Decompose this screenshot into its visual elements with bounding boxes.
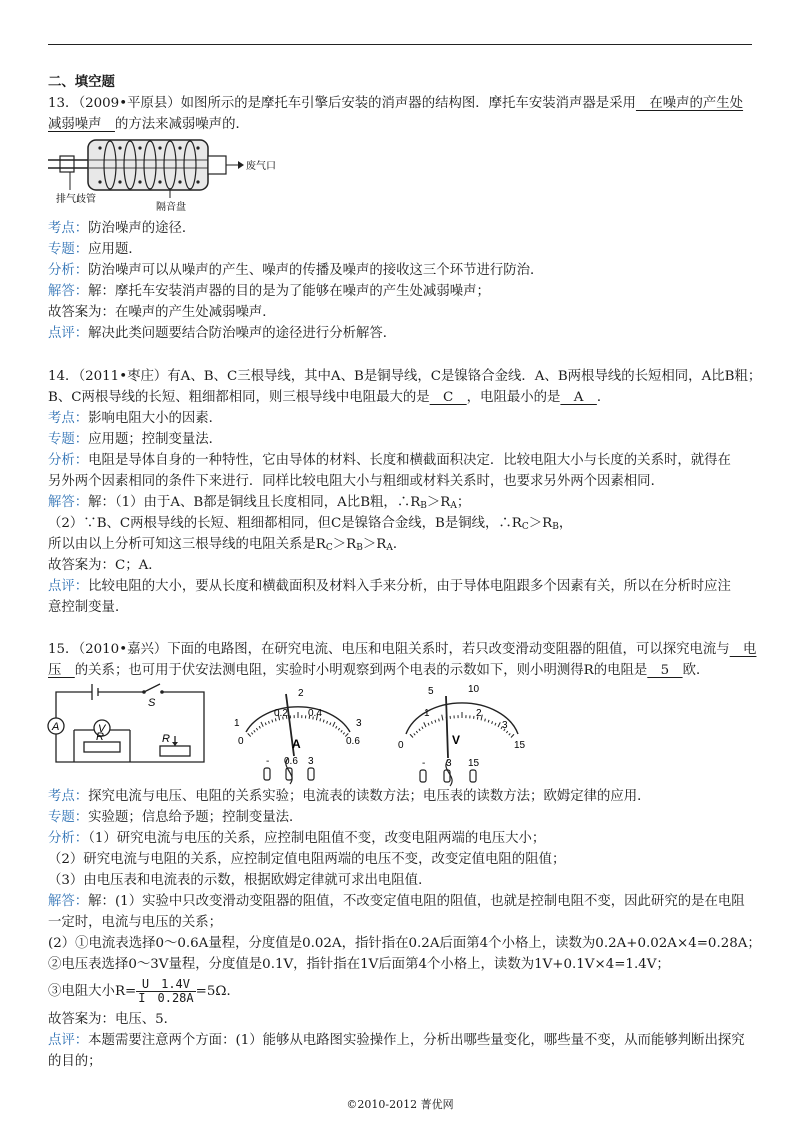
meter-tick (485, 719, 486, 722)
meter-tick (261, 722, 263, 727)
meter-tick (327, 721, 328, 724)
q15-blank-2: 5 (647, 663, 683, 678)
ammeter-tick-label: 0.6 (346, 736, 360, 747)
meter-tick (488, 720, 489, 723)
voltmeter-tick-inner: 2 (476, 708, 482, 719)
ammeter-tick-label: 0.4 (308, 708, 322, 719)
voltmeter-letter: V (452, 733, 461, 747)
outlet-label: 废气口 (246, 161, 276, 172)
q15-analysis: 考点：探究电流与电压、电阻的关系实验；电流表的读数方法；电压表的读数方法；欧姆定律的应用． 专题：实验题；信息给予题；控制变量法． 分析：（1）研究电流与电压的关系，应控制电阻值不变，改变电阻两端的电压大小； （2）研究电流与电阻的关系，应控制定值电阻两端的电压不变，改变定值电阻的阻值； （3）由电压表和电流表的示数，根据欧姆定律就可求出电阻值． 解答：解：(1）实验中只改变滑动变阻器的阻值，不改变定值电阻的阻值，也就是控制电阻不变，因此研究的是在电阻 一定时，电流与电压的关系； (2）①电流表选择0～0.6A量程，分度值是0.02A，指针指在0.2A后面第4个小格上，读数为0.2A+0.02A×4=0.28A； ②电压表选择0～3V量程，分度值是0.1V，指针指在1V后面第4个小格上，读数为1V+0.1V×4=1.4V； ③电阻大小R= $\frac{U 1.4V}{I 0.28A}$ =5Ω． 故答案为：电压、5． 点评：本题需要注意两个方面：(1）能够从电路图实验操作上，分析出哪些量变化，哪些量不变，从而能够判断出探究 的目的； (48, 789, 761, 1069)
voltmeter-tick-inner: 1 (424, 708, 430, 719)
meter-tick (431, 721, 432, 724)
meter-tick (259, 726, 260, 728)
meter-tick (333, 722, 335, 727)
ammeter-tick-label: 0.2 (274, 708, 288, 719)
q14-blank-2: A (560, 390, 597, 405)
meter-tick (419, 729, 420, 731)
meter-tick (498, 722, 500, 727)
ammeter-dial (228, 678, 368, 786)
meter-tick (410, 734, 413, 737)
meter-tick (435, 720, 436, 723)
header-rule (48, 44, 752, 45)
voltmeter-terminal: 3 (446, 758, 452, 769)
voltmeter-tick-inner: 3 (502, 720, 508, 731)
ammeter-letter: A (292, 737, 301, 751)
circuit-diagram (48, 684, 218, 770)
meter-tick (414, 733, 415, 735)
q13-answer-blank: 在噪声的产生处 (635, 96, 744, 111)
meter-tick (511, 734, 514, 737)
ammeter-tick-label: 0 (238, 736, 244, 747)
meter-tick (268, 721, 269, 724)
ammeter-tick-top-mid: 2 (298, 688, 304, 699)
meter-tick (506, 731, 507, 733)
meter-tick (343, 733, 344, 735)
ammeter-tick-top-end: 3 (356, 718, 362, 729)
q15-blank-1: 电 (729, 642, 757, 657)
meter-tick (442, 715, 443, 721)
meter-tick (336, 726, 337, 728)
meter-tick (254, 730, 255, 732)
q14-block: 14．（2011•枣庄）有A、B、C三根导线，其中A、B是铜导线，C是镍铬合金线．A、B两根导线的长短相同，A比B粗； B、C两根导线的长短、粗细都相同，则三根导线中电阻最大的是 C ，电阻最小的是 A ． 考点：影响电阻大小的因素． 专题：应用题；控制变量法． 分析：电阻是导体自身的一种特性，它由导体的材料、长度和横截面积决定．比较电阻大小与长度的关系时，就得在 另外两个因素相同的条件下来进行．同样比较电阻大小与粗细或材料关系时，也要求另外两个因素相同． 解答：解：（1）由于A、B都是铜线且长度相同，A比B粗，$\therefore R_B>R_A$； （2）∵B、C两根导线的长短、粗细都相同，但C是镍铬合金线，B是铜线，$\therefore R_C>R_B$， 所以由以上分析可知这三根导线的电阻关系是$R_C>R_B>R_A$． 故答案为：C；A． 点评：比较电阻的大小，要从长度和横截面积及材料入手来分析，由于导体电阻跟多个因素有关，所以在分析时应注 意控制变量． (48, 369, 762, 615)
q15-stem-block: 15．（2010•嘉兴）下面的电路图，在研究电流、电压和电阻关系时，若只改变滑动变阻器的阻值，可以探究电流与 电 压 的关系；也可用于伏安法测电阻，实验时小明观察到两个电表的示数如下，则小明测得R的电阻是 5 欧． (48, 642, 757, 678)
rheostat-label: R (162, 733, 170, 745)
meter-tick (338, 728, 339, 730)
meter-tick (424, 722, 426, 727)
voltmeter-needle (446, 696, 448, 758)
ammeter-terminal: 3 (308, 756, 314, 767)
meter-tick (272, 720, 273, 723)
meter-tick (492, 721, 493, 724)
section-title: 二、填空题 (48, 74, 115, 90)
q13-analysis: 考点：防治噪声的途径． 专题：应用题． 分析：防治噪声可以从噪声的产生、噪声的传播及噪声的接收这三个环节进行防治． 解答：解：摩托车安装消声器的目的是为了能够在噪声的产生处减弱噪声； 故答案为：在噪声的产生处减弱噪声． 点评：解决此类问题要结合防治噪声的途径进行分析解答． (48, 221, 544, 341)
q13-stem-block (48, 72, 756, 135)
meter-tick (251, 733, 252, 735)
ammeter-terminal: 0.6 (284, 756, 298, 767)
ammeter-symbol: A (52, 721, 60, 733)
exhaust-pipe-label: 排气歧管 (56, 194, 96, 205)
meter-tick (428, 723, 429, 725)
page-footer: ©2010-2012 菁优网 (346, 1098, 454, 1111)
voltmeter-terminal: - (422, 758, 426, 769)
voltmeter-tick-label: 10 (468, 684, 480, 695)
meter-tick (323, 720, 324, 723)
q13-stem-line-2: 减弱噪声 的方法来减弱噪声的． (48, 117, 249, 132)
q13-stem-line-1: 13．（2009•平原县）如图所示的是摩托车引擎后安装的消声器的结构图．摩托车安装消声器是采用 在噪声的产生处 (48, 96, 744, 111)
meter-tick (422, 727, 423, 729)
meter-tick (330, 723, 331, 725)
voltmeter-dial (392, 676, 532, 786)
muffler-figure (48, 134, 276, 214)
meter-tick (341, 730, 342, 732)
ammeter-tick-top-0: 1 (234, 718, 240, 729)
meter-tick (509, 733, 510, 735)
meter-tick (265, 723, 266, 725)
meter-tick (256, 728, 257, 730)
ohm-fraction: $\frac{U 1.4V}{I 0.28A}$ (138, 977, 194, 1005)
meter-tick (495, 723, 496, 725)
voltmeter-tick-label: 0 (398, 740, 404, 751)
voltmeter-tick-label: 5 (428, 686, 434, 697)
meter-tick (248, 733, 251, 736)
voltmeter-symbol: V (98, 723, 106, 735)
meter-tick (416, 731, 417, 733)
switch-label: S (148, 697, 156, 709)
ammeter-terminal: - (266, 756, 270, 767)
resistor-label: R (96, 731, 104, 743)
voltmeter-terminal: 15 (468, 758, 480, 769)
voltmeter-tick-label: 15 (514, 740, 526, 751)
q14-blank-1: C (429, 390, 467, 405)
meter-tick (439, 719, 440, 722)
baffle-label: 隔音盘 (156, 202, 186, 213)
